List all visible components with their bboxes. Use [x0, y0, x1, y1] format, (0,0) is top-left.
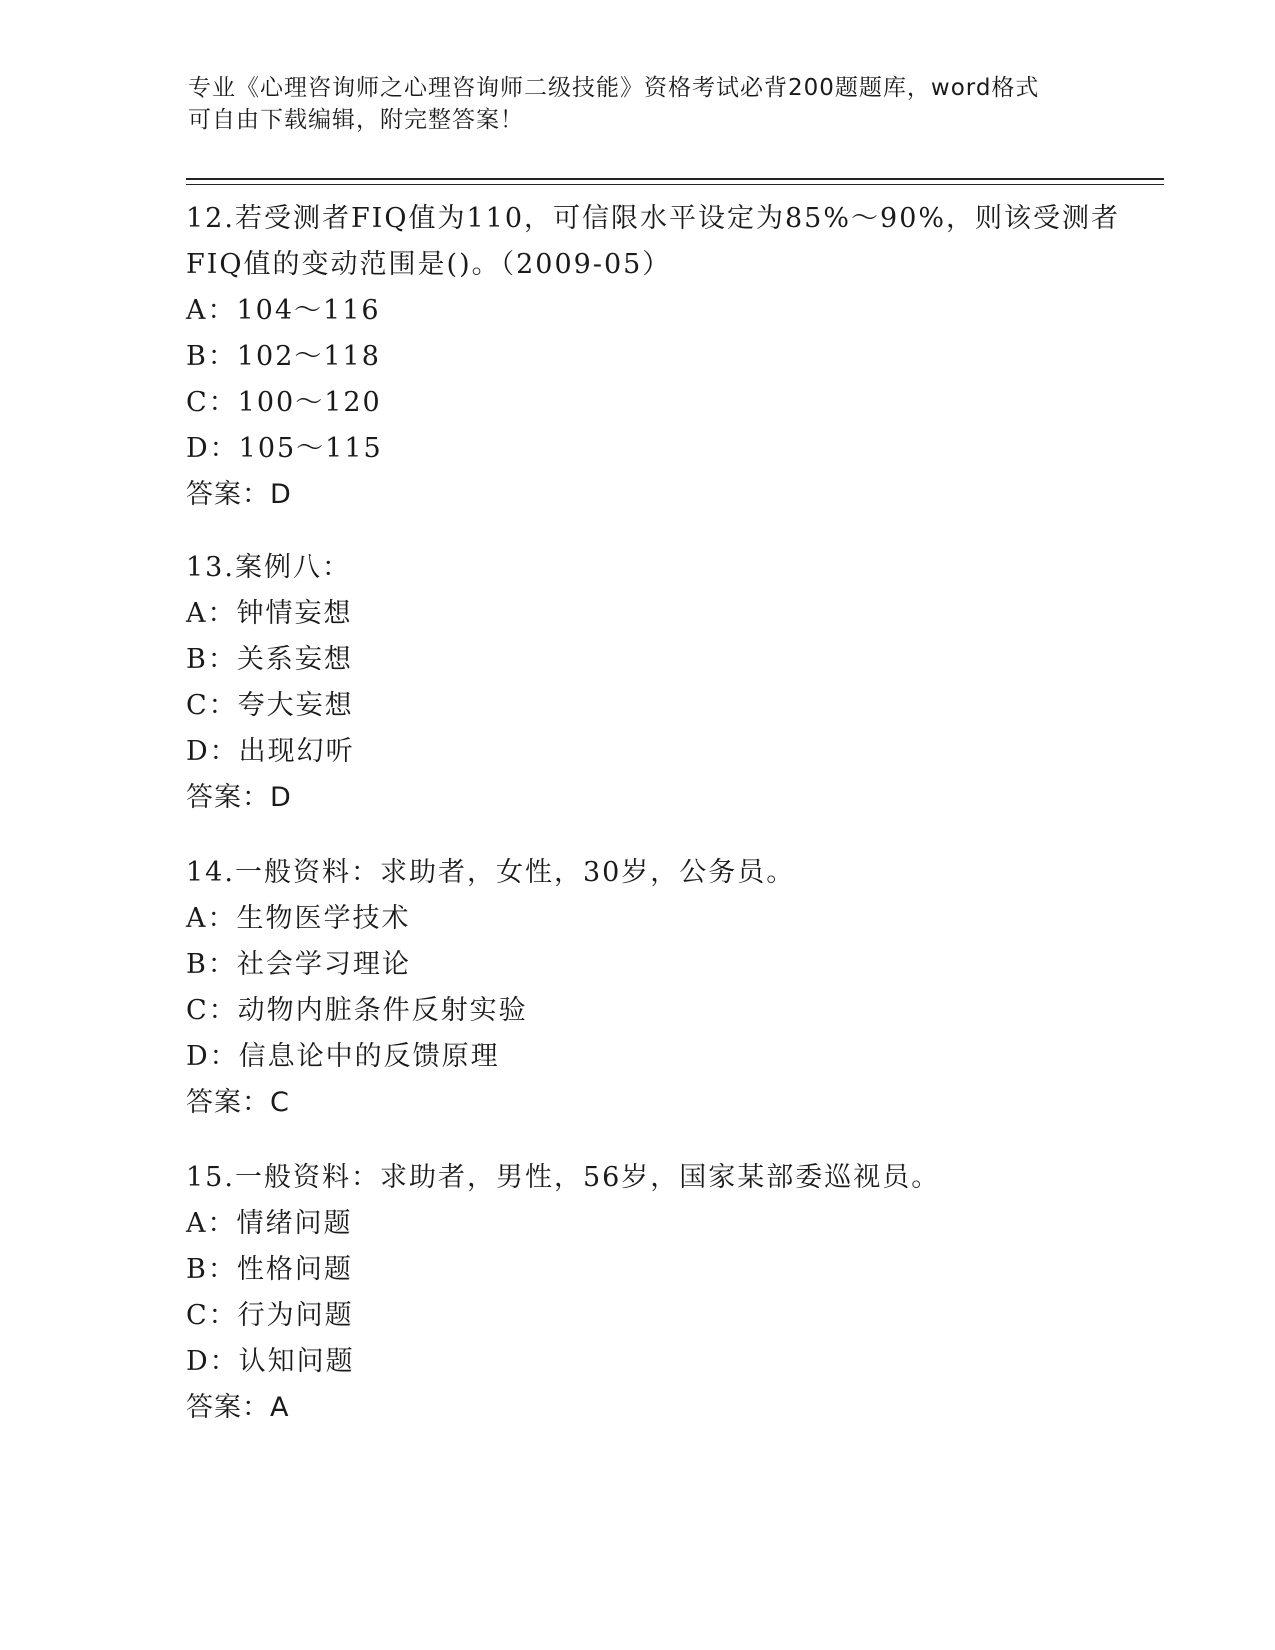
- option-c: C：夸大妄想: [186, 690, 354, 721]
- answer: 答案：C: [186, 1087, 290, 1118]
- question-stem-line: FIQ值的变动范围是()。（2009-05）: [186, 249, 672, 280]
- option-a: A：钟情妄想: [186, 598, 353, 629]
- header-line-2: 可自由下载编辑，附完整答案！: [188, 107, 524, 133]
- answer: 答案：D: [186, 782, 292, 813]
- option-d: D：认知问题: [186, 1346, 355, 1377]
- question-15: [186, 1155, 1106, 1431]
- option-d: D：信息论中的反馈原理: [186, 1041, 500, 1072]
- option-a: A：情绪问题: [186, 1208, 353, 1239]
- header-divider-thick: [186, 178, 1164, 180]
- option-b: B：性格问题: [186, 1254, 353, 1285]
- header-line-1: 专业《心理咨询师之心理咨询师二级技能》资格考试必背200题题库，word格式: [188, 75, 1040, 101]
- question-14: [186, 850, 1106, 1126]
- question-stem-line: 14.一般资料：求助者，女性，30岁，公务员。: [186, 857, 796, 888]
- question-13: [186, 545, 1106, 821]
- question-stem-line: 15.一般资料：求助者，男性，56岁，国家某部委巡视员。: [186, 1162, 941, 1193]
- answer: 答案：A: [186, 1392, 290, 1423]
- option-c: C：动物内脏条件反射实验: [186, 995, 528, 1026]
- option-d: D：出现幻听: [186, 736, 355, 767]
- document-header: [188, 72, 1068, 136]
- option-a: A：生物医学技术: [186, 903, 411, 934]
- option-c: C：100～120: [186, 387, 382, 418]
- option-d: D：105～115: [186, 433, 383, 464]
- question-12: [186, 196, 1121, 518]
- option-a: A：104～116: [186, 295, 381, 326]
- question-stem-line: 13.案例八：: [186, 552, 351, 583]
- question-stem-line: 12.若受测者FIQ值为110，可信限水平设定为85%～90%，则该受测者: [186, 203, 1121, 234]
- option-c: C：行为问题: [186, 1300, 354, 1331]
- header-divider-thin: [186, 184, 1164, 185]
- option-b: B：关系妄想: [186, 644, 353, 675]
- option-b: B：社会学习理论: [186, 949, 411, 980]
- option-b: B：102～118: [186, 341, 381, 372]
- answer: 答案：D: [186, 479, 292, 510]
